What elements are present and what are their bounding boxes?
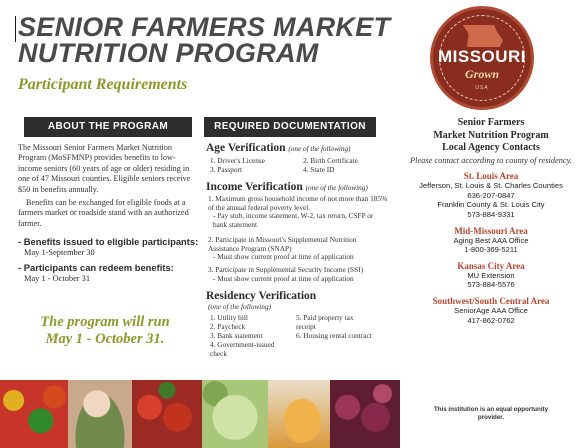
income-verification-heading [206,181,368,193]
peppers-photo [0,380,68,448]
area-mid-missouri: Mid-Missouri Area [454,225,528,236]
about-heading: ABOUT THE PROGRAM [24,117,192,137]
age-doc-2: 2. Birth Certificate [303,156,358,165]
equal-opportunity-statement [418,406,564,421]
contacts-heading-1: Senior Farmers [457,117,525,128]
age-verification-heading [206,142,351,154]
contacts-heading-2: Market Nutrition Program [433,129,549,141]
st-louis-line-1: Jefferson, St. Louis & St. Charles Counties [419,181,563,191]
residency-verification-heading [206,290,316,302]
income-doc-1: 1. Maximum gross household income of not more than 185% of the annual federal poverty level. [208,194,388,212]
residency-doc-3: 3. Bank statement [210,331,263,340]
age-doc-4: 4. State ID [303,165,335,174]
benefits-issued-label: - Benefits issued to eligible participants: [18,236,199,247]
residency-doc-4: 4. Government-issued check [210,340,275,358]
st-louis-phone-1: 636-207-0847 [467,190,515,200]
kansas-city-phone: 573-884-5576 [467,280,515,290]
mid-missouri-phone: 1-800-369-5211 [464,245,518,255]
program-runs-callout [14,314,196,348]
about-paragraph-1: The Missouri Senior Farmers Market Nutrition Program (MoSFMNP) provides benefits to low-income seniors (60 years of age or older) residing in one of 47 Missouri counties. Eligible seniors receive $50 in benefits annually. [18,143,191,194]
documentation-heading: REQUIRED DOCUMENTATION [204,117,376,137]
benefits-issued [18,236,200,258]
income-verification-title: Income Verification [206,181,303,193]
equal-opportunity-line-1: This institution is an equal opportunity [433,406,549,413]
program-runs-line-2: May 1 - October 31. [45,331,165,347]
honey-photo [268,380,330,448]
text-cursor [15,16,16,42]
produce-photo-strip [0,380,400,448]
income-doc-3: 3. Participate in Supplemental Security Income (SSI) [208,265,364,274]
st-louis-phone-2: 573-884-9331 [467,210,515,220]
residency-doc-2: 2. Paycheck [210,322,246,331]
benefits-redeem [18,262,200,284]
income-doc-2-sub: - Must show current proof at time of application [213,252,354,261]
benefits-redeem-dates: May 1 - October 31 [24,274,91,283]
local-agency-contacts [402,117,580,325]
logo-word: MISSOURI [437,47,527,66]
age-verification-qualifier: (one of the following) [288,145,351,153]
age-doc-3: 3. Passport [210,165,243,174]
area-st-louis: St. Louis Area [463,171,519,182]
page-title [18,14,418,66]
missouri-grown-logo [430,6,534,110]
onions-photo [330,380,400,448]
income-doc-2: 2. Participate in Missouri's Supplemental Nutrition Assistance Program (SNAP) [208,235,357,253]
southwest-office: SeniorAge AAA Office [454,306,528,316]
benefits-issued-dates: May 1-September 30 [24,248,95,257]
mid-missouri-office: Aging Best AAA Office [453,235,529,245]
program-runs-line-1: The program will run [40,314,170,330]
residency-doc-6: 6. Housing rental contract [296,331,372,340]
equal-opportunity-line-2: provider. [477,413,505,421]
senior-shopper-photo [68,380,132,448]
age-doc-1: 1. Driver's License [210,156,266,165]
contacts-note: Please contact according to county of residency. [410,155,572,165]
age-verification-title: Age Verification [206,142,286,154]
residency-verification-qualifier: (one of the following) [208,302,272,311]
benefits-redeem-label: - Participants can redeem benefits: [18,262,174,273]
income-verification-qualifier: (one of the following) [305,184,368,192]
kansas-city-office: MU Extension [467,270,515,280]
income-doc-1-sub: - Pay stub, income statement, W-2, tax return, CSFP or bank statement [213,211,374,229]
residency-doc-1: 1. Utility bill [210,313,248,322]
page-subtitle: Participant Requirements [18,76,188,93]
southwest-phone: 417-862-0762 [467,315,515,325]
logo-script: Grown [464,67,499,81]
tomatoes-photo [132,380,202,448]
income-doc-3-sub: - Must show current proof at time of application [213,274,354,283]
residency-doc-5: 5. Paid property tax receipt [296,313,354,331]
area-southwest: Southwest/South Central Area [432,296,550,307]
about-text [18,143,198,230]
st-louis-line-2: Franklin County & St. Louis City [437,200,545,210]
contacts-heading-3: Local Agency Contacts [442,142,540,153]
cabbage-photo [202,380,268,448]
area-kansas-city: Kansas City Area [457,260,525,271]
logo-small-text: USA [475,85,489,91]
title-line-2: NUTRITION PROGRAM [18,38,319,68]
title-line-1: SENIOR FARMERS MARKET [18,12,391,42]
residency-verification-title: Residency Verification [206,290,317,302]
about-paragraph-2: Benefits can be exchanged for eligible foods at a farmers market or roadside stand with an authorized farmer. [18,198,189,228]
